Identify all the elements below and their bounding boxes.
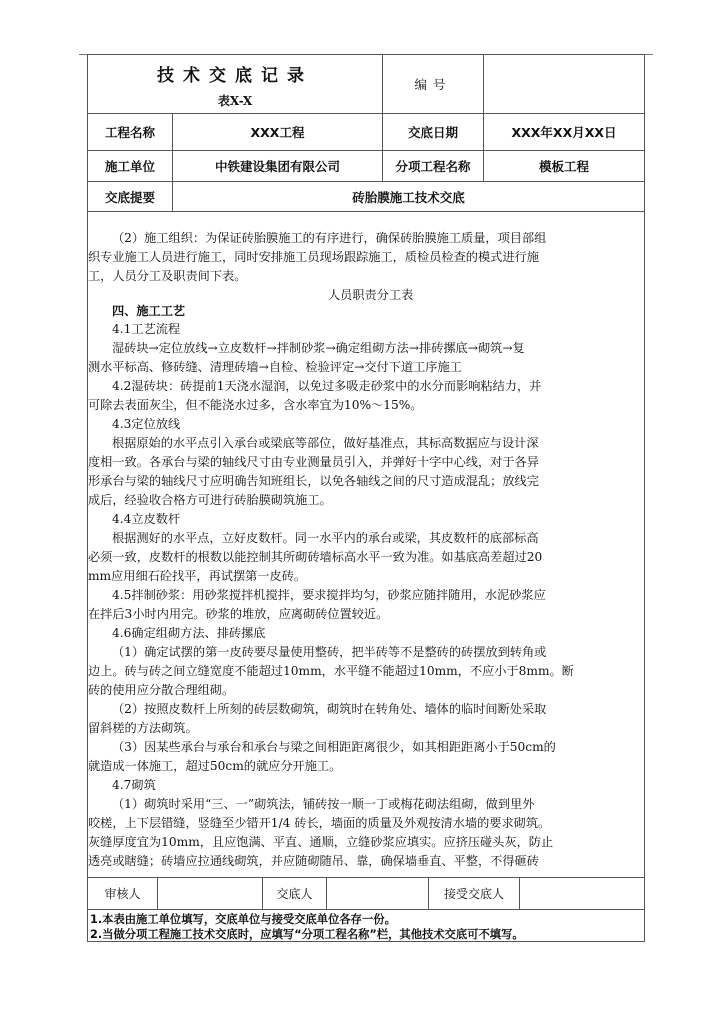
body-line: 织专业施工人员进行施工，同时安排施工员现场跟踪施工，质检员检查的模式进行施: [88, 250, 539, 264]
reviewer-signature[interactable]: [158, 878, 262, 909]
table-caption: 人员职责分工表: [328, 288, 414, 302]
body-line: mm应用细石砼找平，再试摆第一皮砖。: [88, 569, 307, 583]
body-line: （2）施工组织：为保证砖胎膜施工的有序进行，确保砖胎膜施工质量，项目部组: [112, 231, 547, 245]
receiver-label: 接受交底人: [443, 887, 504, 901]
body-line: 留斜槎的方法砌筑。: [88, 721, 198, 735]
body-line: 湿砖块→定位放线→立皮数杆→拌制砂浆→确定组砌方法→排砖摞底→砌筑→复: [112, 341, 525, 355]
body-line: 4.2湿砖块：砖提前1天浇水湿润，以免过多吸走砂浆中的水分而影响粘结力，并: [112, 379, 542, 393]
form-number: 表X-X: [217, 93, 253, 108]
corner-mark-right: [645, 54, 653, 55]
body-line: （1）确定试摆的第一皮砖要尽量使用整砖，把半砖等不是整砖的砖摆放到转角或: [112, 645, 547, 659]
section-heading: 四、施工工艺: [112, 304, 186, 318]
body-line: （3）因某些承台与承台和承台与梁之间相距距离很少，如其相距距离小于50cm的: [112, 740, 556, 754]
subsection-heading: 4.4立皮数杆: [112, 512, 181, 526]
unit-value: 中铁建设集团有限公司: [214, 159, 340, 174]
rule-sign-bottom: [87, 909, 645, 910]
body-line: 透亮或瞎缝；砖墙应拉通线砌筑，并应随砌随吊、靠，确保墙垂直、平整，不得砸砖: [88, 854, 539, 868]
body-line: 形承台与梁的轴线尺寸应明确告知班组长，以免各轴线之间的尺寸造成混乱；放线完: [88, 474, 539, 488]
corner-mark-left: [79, 54, 87, 55]
body-line: 咬槎，上下层错缝，竖缝至少错开1/4 砖长，墙面的质量及外观按清水墙的要求砌筑。: [88, 816, 551, 830]
body-line: 根据测好的水平点，立好皮数杆。同一水平内的承台或梁，其皮数杆的底部标高: [112, 531, 539, 545]
discloser-signature[interactable]: [327, 878, 428, 909]
summary-label: 交底提要: [104, 189, 155, 205]
project-name-value: XXX工程: [250, 125, 305, 140]
body-line: 可除去表面灰尘，但不能浇水过多，含水率宜为10%～15%。: [88, 398, 423, 412]
body-line: 在拌后3小时内用完。砂浆的堆放，应离砌砖位置较近。: [88, 607, 389, 621]
discloser-label: 交底人: [276, 887, 313, 901]
note-2: 2.当做分项工程施工技术交底时，应填写“分项工程名称”栏，其他技术交底可不填写。: [90, 928, 524, 941]
body-line: （2）按照皮数杆上所刻的砖层数砌筑，砌筑时在转角处、墙体的临时间断处采取: [112, 702, 547, 716]
body-line: 4.5拌制砂浆：用砂浆搅拌机搅拌，要求搅拌均匀，砂浆应随拌随用，水泥砂浆应: [112, 588, 546, 602]
subsection-heading: 4.1工艺流程: [112, 322, 181, 336]
subsection-heading: 4.6确定组砌方法、排砖摞底: [112, 626, 266, 640]
rule-row3-bottom: [87, 211, 645, 212]
body-line: （1）砌筑时采用“三、一”砌筑法，铺砖按一顺一丁或梅花砌法组砌，做到里外: [112, 797, 535, 811]
body-line: 度相一致。各承台与梁的轴线尺寸由专业测量员引入，并弹好十字中心线，对于各异: [88, 455, 539, 469]
reviewer-label: 审核人: [104, 887, 141, 901]
body-line: 灰缝厚度宜为10mm，且应饱满、平直、通顺，立缝砂浆应填实。应挤压碰头灰，防止: [88, 835, 554, 849]
unit-label: 施工单位: [104, 159, 155, 174]
date-value: XXX年XX月XX日: [511, 125, 617, 140]
body-line: 边上。砖与砖之间立缝宽度不能超过10mm，水平缝不能超过10mm，不应小于8mm。断: [88, 664, 574, 678]
sub-project-value: 模板工程: [538, 159, 589, 174]
disclosure-body: [88, 230, 644, 877]
body-line: 成后，经验收合格方可进行砖胎膜砌筑施工。: [88, 493, 332, 507]
receiver-signature[interactable]: [520, 878, 644, 909]
note-1: 1.本表由施工单位填写，交底单位与接受交底单位各存一份。: [90, 913, 396, 926]
number-label: 编号: [414, 77, 452, 92]
body-line: 就造成一体施工，超过50cm的就应分开施工。: [88, 759, 342, 773]
sub-project-label: 分项工程名称: [395, 159, 471, 174]
body-line: 工，人员分工及职责间下表。: [88, 269, 247, 283]
form-title: 技术交底记录: [157, 65, 313, 86]
body-line: 根据原始的水平点引入承台或梁底等部位，做好基准点，其标高数据应与设计深: [112, 436, 539, 450]
summary-value: 砖胎膜施工技术交底: [352, 189, 465, 205]
body-line: 必须一致，皮数杆的根数以能控制其所砌砖墙标高水平一致为准。如基底高差超过20: [88, 550, 543, 564]
subsection-heading: 4.7砌筑: [112, 778, 156, 792]
body-line: 砖的使用应分散合理组砌。: [88, 683, 235, 697]
project-name-label: 工程名称: [104, 125, 155, 140]
body-line: 测水平标高、修砖缝、清理砖墙→自检、检验评定→交付下道工序施工: [88, 360, 462, 374]
date-label: 交底日期: [407, 125, 458, 140]
subsection-heading: 4.3定位放线: [112, 417, 181, 431]
number-value[interactable]: [484, 55, 644, 113]
